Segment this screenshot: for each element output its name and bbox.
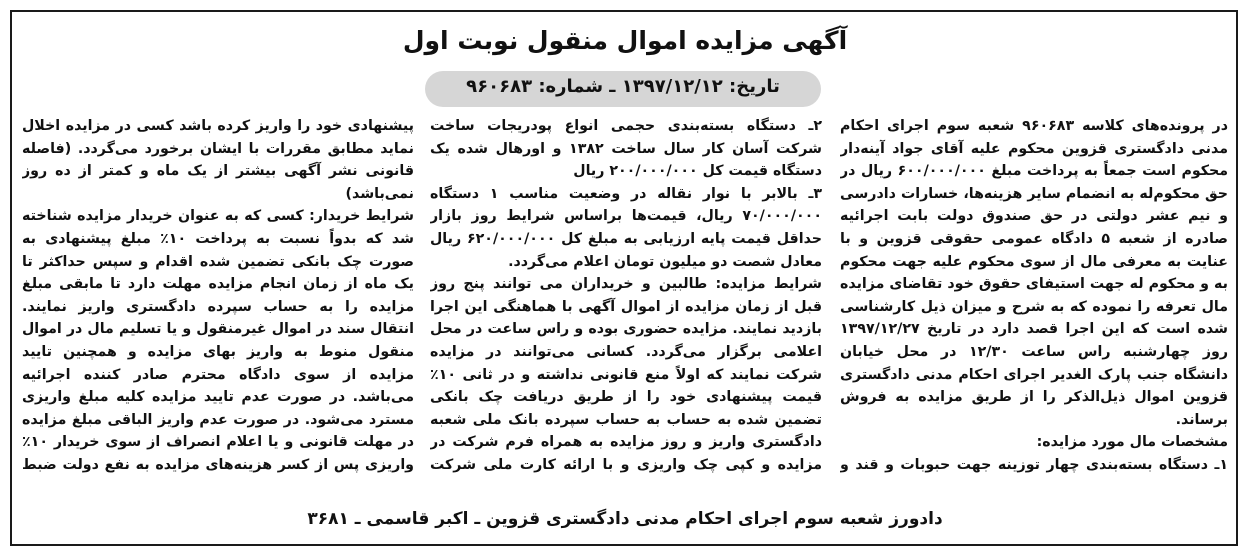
date-banner <box>425 71 821 107</box>
notice-title: آگهی مزایده اموال منقول نوبت اول <box>402 26 848 55</box>
column-middle <box>430 115 822 475</box>
item-2-paragraph: ۲ـ دستگاه بسته‌بندی حجمی انواع پودریجات ساخت شرکت آسان کار سال ساخت ۱۳۸۲ و اورهال شده یک دستگاه قیمت کل ۲۰۰/۰۰۰/۰۰۰ ریال <box>430 118 822 180</box>
conditions-continuation-paragraph: پیشنهادی خود را واریز کرده باشد کسی در مزایده اخلال نماید مطابق مقررات با ایشان برخورد می‌گردد. (فاصله قانونی نشر آگهی بیشتر از یک ماه و کمتر از ده روز نمی‌باشد) <box>22 118 414 202</box>
column-left <box>22 115 414 475</box>
case-intro-paragraph: در پرونده‌های کلاسه ۹۶۰۶۸۳ شعبه سوم اجرای احکام مدنی دادگستری قزوین محکوم علیه آقای جواد آینه‌دار محکوم است جمعاً به پرداخت مبلغ ۶۰۰/۰۰۰/۰۰۰ ریال در حق محکوم‌له به انضمام سایر هزینه‌ها، خسارات دادرسی و نیم عشر دولتی در حق صندوق دولت بابت اجرائیه صادره از شعبه ۵ دادگاه عمومی حقوقی قزوین و با عنایت به معرفی مال از سوی محکوم علیه جهت محکوم به و محکوم له جهت استیفای حقوق خود تقاضای مزایده مال تعرفه را نموده که به شرح و میزان ذیل کارشناسی شده است که این اجرا قصد دارد در تاریخ ۱۳۹۷/۱۲/۲۷ روز چهارشنبه راس ساعت ۱۲/۳۰ در محل خیابان دانشگاه جنب پارک الغدیر اجرای احکام مدنی دادگستری قزوین اموال ذیل‌الذکر را از طریق مزایده به فروش برساند. <box>840 118 1228 428</box>
buyer-conditions-paragraph: شرایط خریدار: کسی که به عنوان خریدار مزایده شناخته شد که بدواً نسبت به پرداخت ۱۰٪ مبلغ پیشنهادی به صورت چک بانکی تضمین شده اقدام و سپس حداکثر تا یک ماه از زمان انجام مزایده مهلت دارد تا مابقی مبلغ مزایده را به حساب سپرده دادگستری واریز نمایند. انتقال سند در اموال غیرمنقول و یا تسلیم مال در اموال منقول منوط به واریز بهای مزایده و همچنین تایید مزایده از سوی دادگاه محترم صادر کننده اجرائیه می‌باشد. در صورت عدم تایید مزایده کلیه مبلغ واریزی مسترد می‌شود. در صورت عدم واریز الباقی مبلغ مزایده در مهلت قانونی و یا اعلام انصراف از سوی خریدار ۱۰٪ واریزی پس از کسر هزینه‌های مزایده به نفع دولت ضبط <box>22 208 414 473</box>
item-1-paragraph: ۱ـ دستگاه بسته‌بندی چهار توزینه جهت حبوبات و قند و <box>840 456 1228 473</box>
item-3-paragraph: ۳ـ بالابر با نوار نقاله در وضعیت مناسب ۱ دستگاه ۷۰/۰۰۰/۰۰۰ ریال، قیمت‌ها براساس شرایط روز بازار حداقل قیمت پایه ارزیابی به مبلغ کل ۶۲۰/۰۰۰/۰۰۰ ریال معادل شصت دو میلیون تومان اعلام می‌گردد. <box>430 185 822 270</box>
signature-line: دادورز شعبه سوم اجرای احکام مدنی دادگستری قزوین ـ اکبر قاسمی ـ ۳۶۸۱ <box>307 509 943 529</box>
column-right <box>840 115 1228 475</box>
date-and-number: تاریخ: ۱۳۹۷/۱۲/۱۲ ـ شماره: ۹۶۰۶۸۳ <box>466 76 780 97</box>
property-specs-heading: مشخصات مال مورد مزایده: <box>1036 434 1228 451</box>
auction-conditions-paragraph: شرایط مزایده: طالبین و خریداران می توانند پنج روز قبل از زمان مزایده از اموال آگهی با هماهنگی این اجرا بازدید نمایند. مزایده حضوری بوده و راس ساعت در محل اعلامی برگزار می‌گردد. کسانی می‌توانند در مزایده شرکت نمایند که اولاً منع قانونی نداشته و در ثانی ۱۰٪ قیمت پیشنهادی خود را از طریق دریافت چک بانکی تضمین شده به حساب به حساب سپرده بانک ملی شعبه دادگستری واریز و روز مزایده به همراه فرم شرکت در مزایده و کپی چک واریزی و با ارائه کارت ملی شرکت <box>430 276 822 473</box>
